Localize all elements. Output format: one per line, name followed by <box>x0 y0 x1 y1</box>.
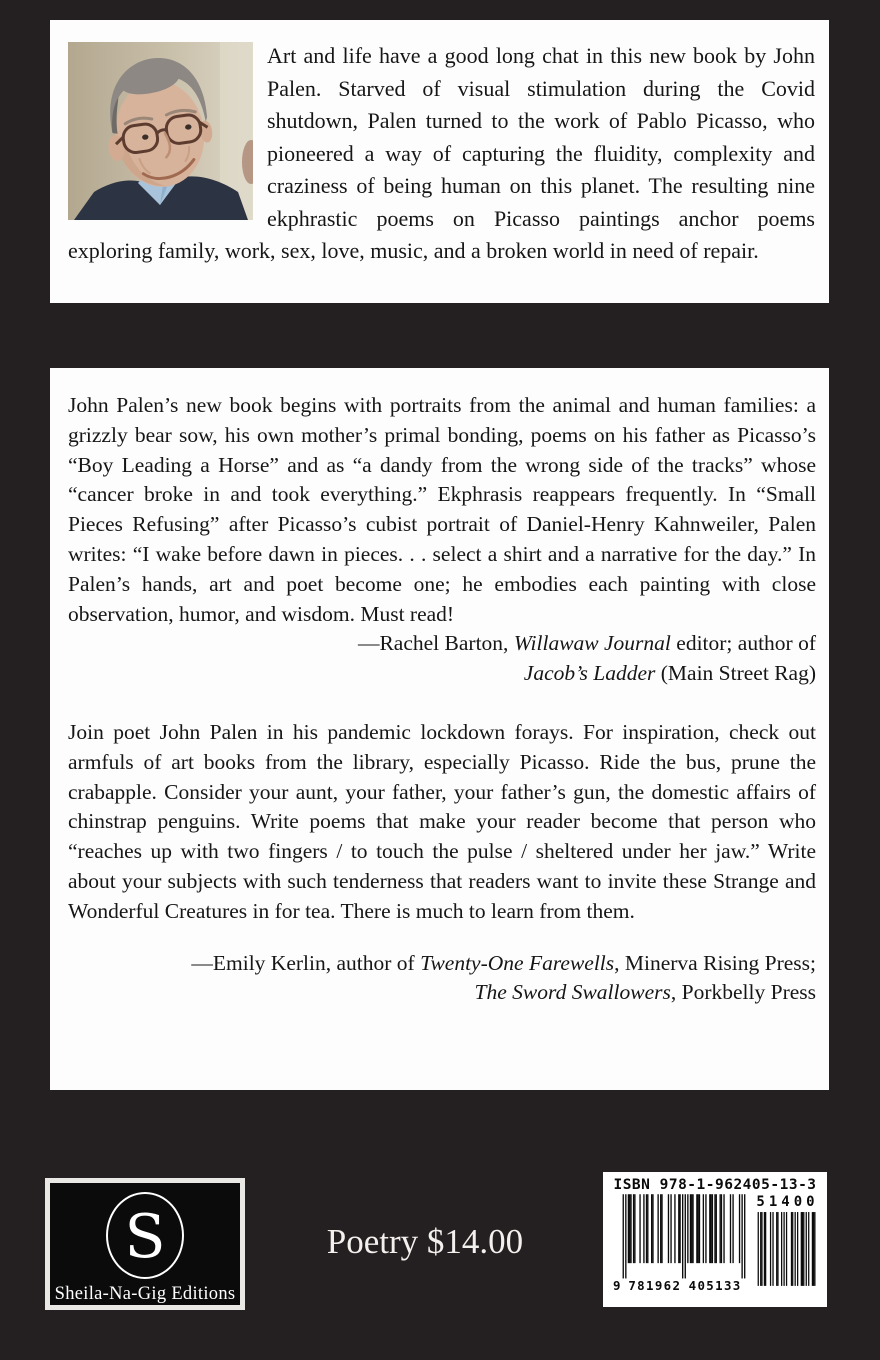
attribution-work-title: Jacob’s Ladder <box>523 661 656 686</box>
ean5-bars <box>758 1212 816 1286</box>
review2-attribution-line2 <box>68 978 816 1008</box>
author-photo-illustration <box>68 42 253 220</box>
barcode-digit-group1: 781962 <box>628 1277 680 1293</box>
publisher-monogram-circle <box>106 1192 184 1279</box>
review1-attribution-line2 <box>68 659 816 689</box>
attribution-work-title: Willawaw Journal <box>513 631 671 656</box>
barcode-row <box>611 1194 819 1294</box>
ean13-barcode <box>613 1194 747 1294</box>
publisher-logo <box>45 1178 245 1310</box>
isbn-barcode-block <box>603 1172 827 1307</box>
attribution-work-title: Twenty-One Farewells <box>420 950 615 975</box>
attribution-text: , Porkbelly Press <box>670 980 816 1005</box>
publisher-name: Sheila-Na-Gig Editions <box>54 1284 236 1304</box>
price-supplement-column <box>755 1194 817 1289</box>
top-blurb-text: Art and life have a good long chat in this new book by John Palen. Starved of visual stimulation during the Covid shutdown, Palen turned to the work of Pablo Picasso, who pioneered a way of capturing the fluidity, complexity and craziness of being human on this planet. The resulting nine ekphrastic poems on Picasso paintings anchor poems exploring family, work, sex, love, music, and a broken world in need of repair. <box>68 43 815 263</box>
attribution-text: editor; author of <box>670 631 816 656</box>
attribution-text: , Minerva Rising Press; <box>614 950 816 975</box>
price-code-label: 51400 <box>756 1194 819 1210</box>
attribution-work-title: The Sword Swallowers <box>474 980 671 1005</box>
isbn-label: ISBN 978-1-962405-13-3 <box>613 1177 817 1193</box>
barcode-digit-lead: 9 <box>613 1277 621 1293</box>
review1-attribution <box>68 629 816 689</box>
attribution-text: —Rachel Barton, <box>357 631 514 656</box>
attribution-text: —Emily Kerlin, author of <box>191 950 421 975</box>
ean5-barcode <box>756 1212 816 1289</box>
review1-attribution-line1 <box>68 629 816 659</box>
attribution-text: (Main Street Rag) <box>655 661 816 686</box>
ean13-bars <box>623 1194 746 1278</box>
review1-text: John Palen’s new book begins with portraits from the animal and human families: a grizzly bear sow, his own mother’s primal bonding, poems on his father as Picasso’s “Boy Leading a Horse” and as “a dandy from the wrong side of the tracks” whose “cancer broke in and took everything.” Ekphrasis reappears frequently. In “Small Pieces Refusing” after Picasso’s cubist portrait of Daniel-Henry Kahnweiler, Palen writes: “I wake before dawn in pieces. . . select a shirt and a narrative for the day.” In Palen’s hands, art and poet become one; he embodies each painting with close observation, humor, and wisdom. Must read! <box>68 393 816 626</box>
publisher-monogram: S <box>124 1201 166 1272</box>
review2-text: Join poet John Palen in his pandemic lockdown forays. For inspiration, check out armfuls of art books from the library, especially Picasso. Ride the bus, prune the crabapple. Consider your aunt, your father, your father’s gun, the domestic affairs of chinstrap penguins. Write poems that make your reader become that person who “reaches up with two fingers / to touch the pulse / sheltered under her jaw.” Write about your subjects with such tenderness that readers want to invite these Strange and Wonderful Creatures in for tea. There is much to learn from them. <box>68 719 816 923</box>
review2-attribution <box>68 949 816 1009</box>
reviews-panel <box>50 368 829 1090</box>
author-photo <box>68 42 253 220</box>
review2-attribution-line1 <box>68 949 816 979</box>
top-blurb-panel <box>50 20 829 303</box>
genre-price-line: Poetry $14.00 <box>326 1222 524 1261</box>
barcode-digit-group2: 405133 <box>688 1277 741 1293</box>
